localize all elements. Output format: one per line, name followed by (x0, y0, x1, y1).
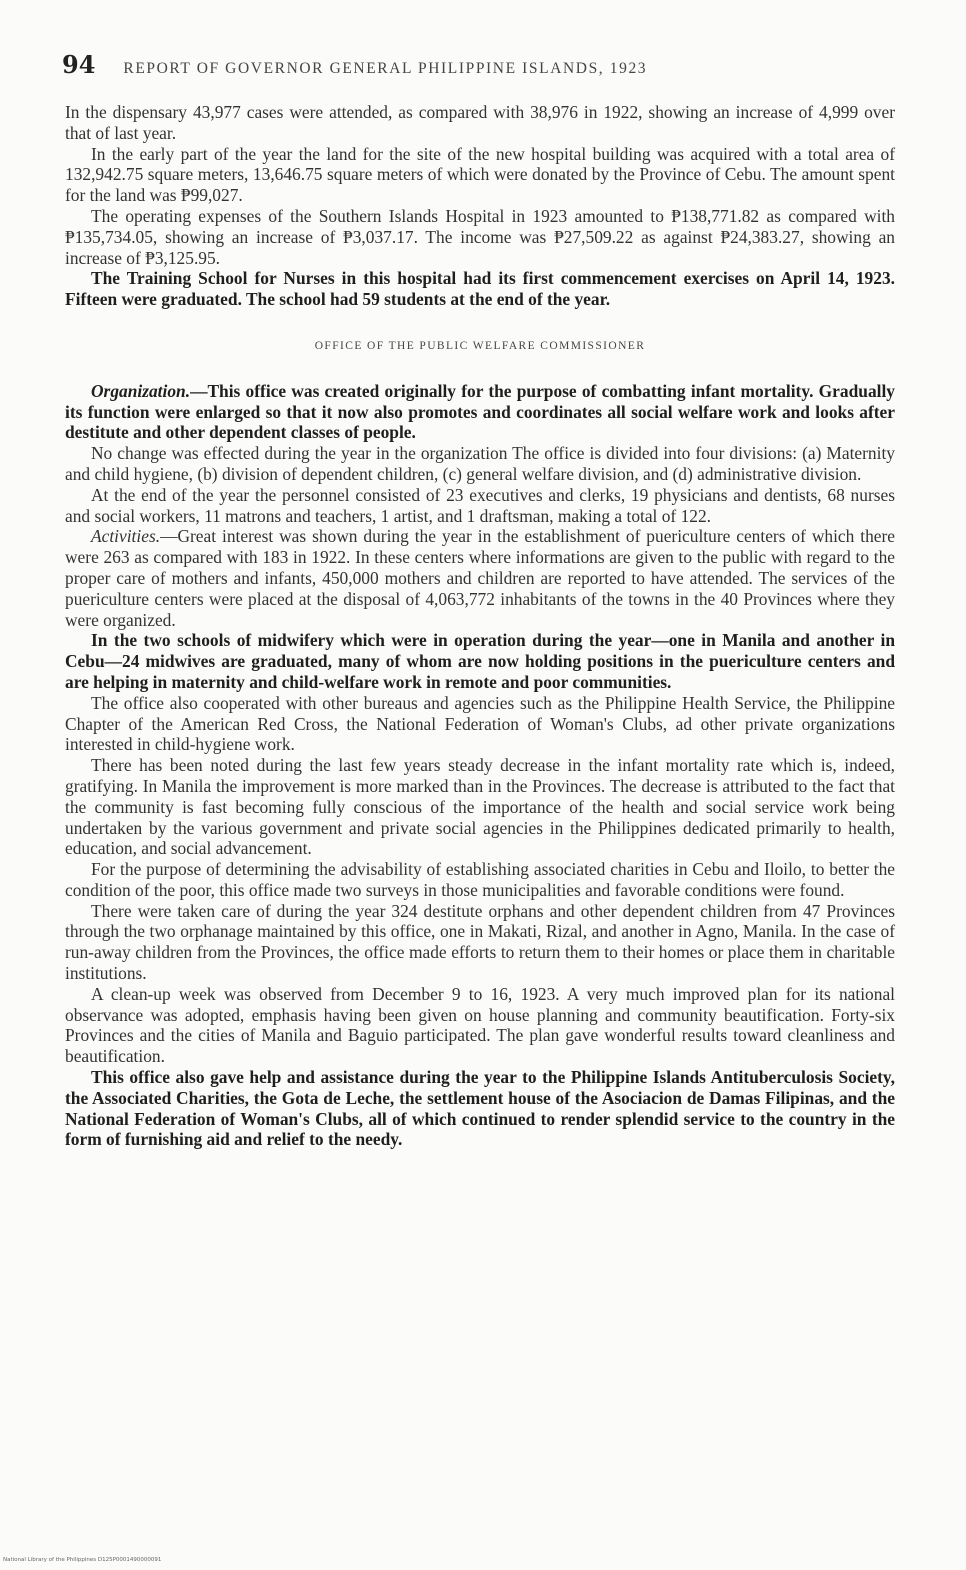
paragraph-clean-up-week: A clean-up week was observed from December 9 to 16, 1923. A very much improved plan for its national observance was adopted, emphasis having been given on house planning and community beautification. Forty-six Provinces and the cities of Manila and Baguio participated. The plan gave wonderful results toward cleanliness and beautification. (65, 983, 895, 1067)
organization-text: —This office was created originally for the purpose of combatting infant mortality. Gradually its function were enlarged so that it now also promotes and coordinates all social welfare work and looks after destitute and other dependent classes of people. (65, 380, 895, 443)
paragraph-hospital-land: In the early part of the year the land for the site of the new hospital building was acquired with a total area of 132,942.75 square meters, 13,646.75 square meters of which were donated by the Province of Cebu. The amount spent for the land was ₱99,027. (65, 143, 895, 206)
paragraph-training-school: The Training School for Nurses in this hospital had its first commencement exercises on April 14, 1923. Fifteen were graduated. The school had 59 students at the end of the year. (65, 268, 895, 310)
paragraph-operating-expenses: The operating expenses of the Southern Islands Hospital in 1923 amounted to ₱138,771.82 as compared with ₱135,734.05, showing an increase of ₱3,037.17. The income was ₱27,509.22 as against ₱24,383.27, showing an increase of ₱3,125.95. (65, 205, 895, 268)
activities-text: —Great interest was shown during the year in the establishment of puericulture centers of which there were 263 as compared with 183 in 1922. In these centers where informations are given to the public with regard to the proper care of mothers and infants, 450,000 mothers and children are reported to have attended. The services of the puericulture centers were placed at the disposal of 4,063,772 inhabitants of the towns in the 40 Provinces where they were organized. (65, 526, 895, 630)
page-header (62, 50, 902, 79)
paragraph-organization (65, 381, 895, 443)
organization-lead: Organization. (91, 380, 191, 401)
paragraph-personnel: At the end of the year the personnel consisted of 23 executives and clerks, 19 physicians and dentists, 68 nurses and social workers, 11 matrons and teachers, 1 artist, and 1 draftsman, making a total of 122. (65, 484, 895, 526)
paragraph-dispensary: In the dispensary 43,977 cases were attended, as compared with 38,976 in 1922, showing an increase of 4,999 over that of last year. (65, 102, 895, 143)
paragraph-infant-mortality: There has been noted during the last few years steady decrease in the infant mortality rate which is, indeed, gratifying. In Manila the improvement is more marked than in the Provinces. The decrease is attributed to the fact that the community is fast becoming fully conscious of the importance of the health and social service work being undertaken by the various government and private social agencies in the Philippines dedicated primarily to health, education, and social advancement. (65, 755, 895, 859)
body-text (65, 102, 895, 1150)
page-number: 94 (62, 50, 96, 79)
paragraph-assistance: This office also gave help and assistance during the year to the Philippine Islands Antituberculosis Society, the Associated Charities, the Gota de Leche, the settlement house of the Asociacion de Damas Filipinas, and the National Federation of Woman's Clubs, all of which continued to render splendid service to the country in the form of furnishing aid and relief to the needy. (65, 1067, 895, 1150)
paragraph-cooperation: The office also cooperated with other bureaus and agencies such as the Philippine Health Service, the Philippine Chapter of the American Red Cross, the National Federation of Woman's Clubs, ad other private organizations interested in child-hygiene work. (65, 692, 895, 755)
activities-lead: Activities. (91, 526, 161, 547)
paragraph-midwifery: In the two schools of midwifery which were in operation during the year—one in Manila and another in Cebu—24 midwives are graduated, many of whom are now holding positions in the puericulture centers and are helping in maternity and child-welfare work in remote and poor communities. (65, 630, 895, 692)
paragraph-divisions: No change was effected during the year in the organization The office is divided into four divisions: (a) Maternity and child hygiene, (b) division of dependent children, (c) general welfare division, and (d) administrative division. (65, 443, 895, 484)
footer-credit: National Library of the Philippines D125P0001490000091 (3, 1557, 162, 1563)
paragraph-activities (65, 526, 895, 630)
paragraph-orphans: There were taken care of during the year 324 destitute orphans and other dependent children from 47 Provinces through the two orphanage maintained by this office, one in Makati, Rizal, and another in Agno, Manila. In the case of run-away children from the Provinces, the office made efforts to return them to their homes or place them in charitable institutions. (65, 900, 895, 984)
section-heading: OFFICE OF THE PUBLIC WELFARE COMMISSIONER (314, 339, 646, 352)
running-head: REPORT OF GOVERNOR GENERAL PHILIPPINE ISLANDS, 1923 (123, 60, 648, 77)
paragraph-associated-charities: For the purpose of determining the advisability of establishing associated charities in Cebu and Iloilo, to better the condition of the poor, this office made two surveys in those municipalities and favorable conditions were found. (65, 859, 895, 900)
